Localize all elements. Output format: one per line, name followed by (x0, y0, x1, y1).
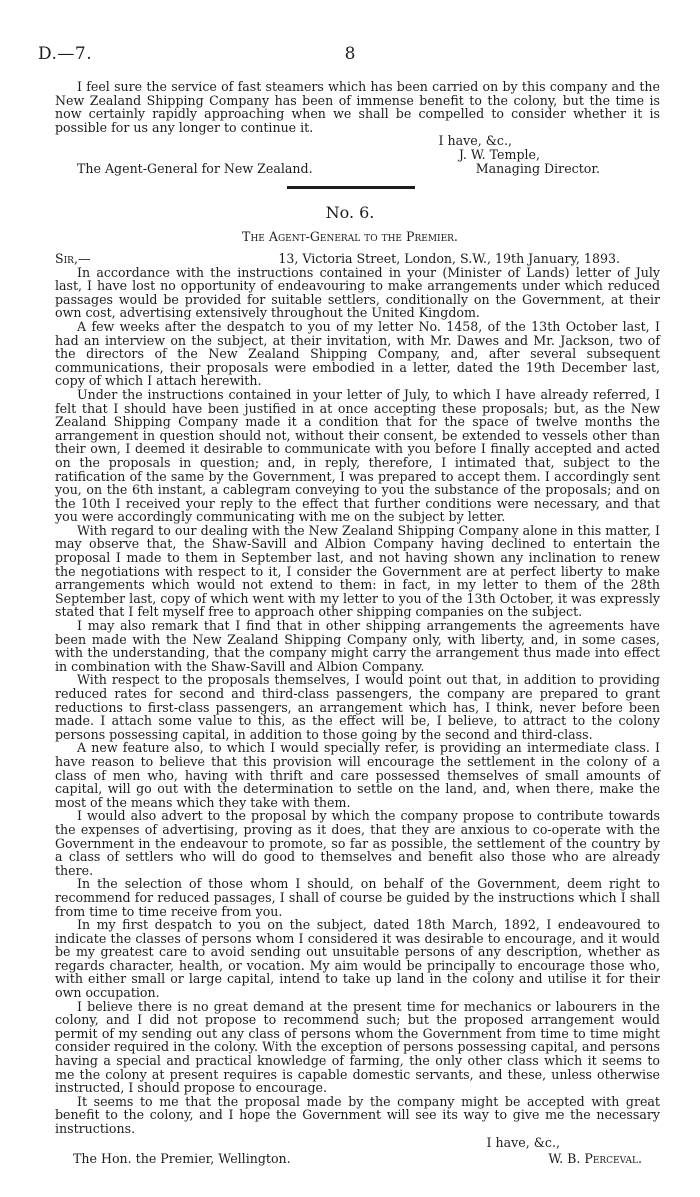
letter-6-paragraph: A few weeks after the despatch to you of my letter No. 1458, of the 13th October last, I had an interview on the subject, at their invitation, with Mr. Dawes and Mr. Jackson, two of the directors of the New Zealand Shipping Company, and, after several subsequent communications, their proposals were embodied in a letter, dated the 19th December last, copy of which I attach herewith. (55, 318, 660, 389)
letter-5-paragraph: I feel sure the service of fast steamers which has been carried on by this company and the New Zealand Shipping Company has been of immense benefit to the colony, but the time is now certainly rapidly approaching when we shall be compelled to consider whether it is possible for us any longer to continue it. (55, 79, 660, 135)
letter-6-paragraph: I believe there is no great demand at the present time for mechanics or labourers in the colony, and I did not propose to recommend such; but the proposed arrangement would permit of my sending out any class of persons whom the Government from time to time might consider required in the colony. With the exception of persons possessing capital, and persons having a special and practical knowledge of farming, the only other class which it seems to me the colony at present requires is capable domestic servants, and these, unless otherwise instructed, I should propose to encourage. (55, 998, 660, 1096)
letter-6-paragraph: A new feature also, to which I would specially refer, is providing an intermediate class. I have reason to believe that this provision will encourage the settlement in the colony of a class of men who, having with thrift and care possessed themselves of small amounts of capital, will go out with the determination to settle on the land, and, when there, make the most of the means which they take with them. (55, 740, 660, 810)
letter-6-salutation: Sir,— (55, 251, 91, 266)
letter-5-addressee: The Agent-General for New Zealand. (77, 160, 313, 176)
letter-6-footer-row (55, 1152, 660, 1166)
letter-6-paragraph: Under the instructions contained in your letter of July, to which I have already referred, I felt that I should have been justified in at once accepting these proposals; but, as the New Zealand Shipping Company made it a condition that for the space of twelve months the arrangement in question should not, without their consent, be extended to vessels other than their own, I deemed it desirable to communicate with you before I finally accepted and acted on the proposals in question; and, in reply, therefore, I intimated that, subject to the ratification of the same by the Government, I was prepared to accept them. I accordingly sent you, on the 6th instant, a cablegram conveying to you the substance of the proposals; and on the 10th I received your reply to the effect that further conditions were necessary, and that you were accordingly communicating with me on the subject by letter. (55, 386, 660, 525)
letter-6-paragraph: With regard to our dealing with the New Zealand Shipping Company alone in this matter, I may observe that, the Shaw-Savill and Albion Company having declined to entertain the proposal I made to them in September last, and not having shown any inclination to renew the negotiations with respect to it, I consider the Government are at perfect liberty to make arrangements which would not extend to them: in fact, in my letter to them of the 28th September last, copy of which went with my letter to you of the 13th October, it was expressly stated that I felt myself free to approach other shipping companies on the subject. (55, 522, 660, 620)
letter-6-paragraph: I would also advert to the proposal by which the company propose to contribute towards the expenses of advertising, proving as it does, that they are anxious to co-operate with the Government in the endeavour to promote, so far as possible, the settlement of the country by a class of settlers who will do good to themselves and benefit also those who are already there. (55, 808, 660, 878)
letter-heading: The Agent-General to the Premier. (242, 229, 458, 244)
letter-6-paragraph: With respect to the proposals themselves, I would point out that, in addition to providing reduced rates for second and third-class passengers, the company are prepared to grant reductions to first-class passengers, an arrangement which has, I think, never before been made. I attach some value to this, as the effect will be, I believe, to attract to the colony persons possessing capital, in addition to those going by the second and third-class. (55, 672, 660, 742)
page-header (38, 44, 662, 66)
letter-6-body (55, 248, 660, 1166)
letter-5-signatory-title: Managing Director. (475, 160, 600, 176)
letter-5-footer-row (55, 162, 660, 176)
letter-6-paragraph: It seems to me that the proposal made by the company might be accepted with great benefit to the colony, and I hope the Government will see its way to give me the necessary instructions. (55, 1093, 660, 1136)
letter-5-signatory: J. W. Temple, (458, 146, 540, 162)
page-number: 8 (344, 44, 356, 64)
letter-6-addressee: The Hon. the Premier, Wellington. (73, 1151, 291, 1167)
letter-6-paragraph: In accordance with the instructions contained in your (Minister of Lands) letter of July last, I have lost no opportunity of endeavouring to make arrangements under which reduced passages would be provided for suitable settlers, conditionally on the Government, at their own cost, advertising extensively throughout the United Kingdom. (55, 264, 660, 321)
letter-6-paragraph: I may also remark that I find that in other shipping arrangements the agreements have been made with the New Zealand Shipping Company only, with liberty, and, in some cases, with the understanding, that the company might carry the arrangement thus made into effect in combination with the Shaw-Savill and Albion Company. (55, 618, 660, 674)
letter-5-closing: I have, &c., (438, 133, 512, 149)
letter-6-signatory: W. B. Perceval. (548, 1151, 642, 1167)
letter-6-paragraph: In the selection of those whom I should, on behalf of the Government, deem right to recommend for reduced passages, I shall of course be guided by the instructions which I shall from time to time receive from you. (55, 876, 660, 919)
section-divider (287, 186, 415, 189)
document-reference: D.—7. (38, 44, 93, 64)
letter-number: No. 6. (325, 203, 375, 222)
letter-5-continuation (55, 80, 660, 175)
letter-6-salutation-row (55, 252, 660, 266)
letter-6-address-date: 13, Victoria Street, London, S.W., 19th January, 1893. (278, 251, 620, 266)
letter-6-closing: I have, &c., (486, 1134, 560, 1150)
letter-6-paragraph: In my first despatch to you on the subject, dated 18th March, 1892, I endeavoured to indicate the classes of persons whom I considered it was desirable to encourage, and it would be my greatest care to avoid sending out unsuitable persons of any description, whether as regards character, health, or vocation. My aim would be principally to encourage those who, with either small or large capital, intend to take up land in the colony and utilise it for their own occupation. (55, 917, 660, 1001)
